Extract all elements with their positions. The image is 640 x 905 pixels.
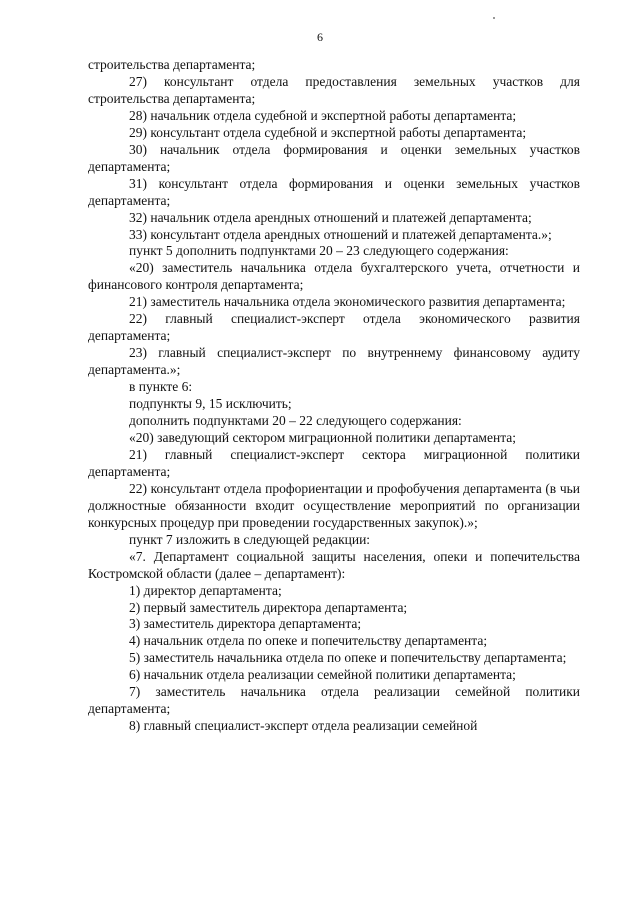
paragraph: 1) директор департамента; bbox=[129, 582, 282, 598]
scan-speck bbox=[493, 17, 495, 19]
paragraph: 31) консультант отдела формирования и оценки земельных участков департамента; bbox=[88, 175, 580, 208]
paragraph: подпункты 9, 15 исключить; bbox=[129, 396, 292, 412]
paragraph: пункт 5 дополнить подпунктами 20 – 23 следующего содержания: bbox=[129, 243, 509, 259]
paragraph: 21) главный специалист-эксперт сектора миграционной политики департамента; bbox=[88, 446, 580, 479]
body-text bbox=[88, 57, 580, 735]
paragraph: 8) главный специалист-эксперт отдела реализации семейной bbox=[129, 718, 478, 734]
paragraph: 23) главный специалист-эксперт по внутреннему финансовому аудиту департамента.»; bbox=[88, 345, 580, 378]
paragraph: 5) заместитель начальника отдела по опеке и попечительству департамента; bbox=[129, 650, 567, 666]
paragraph: 32) начальник отдела арендных отношений и платежей департамента; bbox=[129, 209, 532, 225]
paragraph: дополнить подпунктами 20 – 22 следующего содержания: bbox=[129, 413, 462, 429]
paragraph: 30) начальник отдела формирования и оценки земельных участков департамента; bbox=[88, 141, 580, 174]
page-number: 6 bbox=[317, 30, 323, 44]
paragraph: в пункте 6: bbox=[129, 379, 193, 395]
paragraph: 6) начальник отдела реализации семейной политики департамента; bbox=[129, 667, 516, 683]
paragraph: 22) главный специалист-эксперт отдела экономического развития департамента; bbox=[88, 311, 580, 344]
paragraph: 22) консультант отдела профориентации и профобучения департамента (в чьи должностные обязанности входит осуществление мероприятий по организации конкурсных процедур при проведении государственных закупок).»; bbox=[88, 480, 580, 530]
paragraph: 33) консультант отдела арендных отношений и платежей департамента.»; bbox=[129, 226, 552, 242]
paragraph: 21) заместитель начальника отдела экономического развития департамента; bbox=[129, 294, 566, 310]
paragraph: 2) первый заместитель директора департамента; bbox=[129, 599, 408, 615]
paragraph: «20) заведующий сектором миграционной политики департамента; bbox=[129, 429, 516, 445]
paragraph: 3) заместитель директора департамента; bbox=[129, 616, 362, 632]
paragraph: 29) консультант отдела судебной и экспертной работы департамента; bbox=[129, 124, 527, 140]
paragraph: «7. Департамент социальной защиты населения, опеки и попечительства Костромской области (далее – департамент): bbox=[88, 548, 580, 581]
paragraph: 28) начальник отдела судебной и экспертной работы департамента; bbox=[129, 107, 517, 123]
paragraph: пункт 7 изложить в следующей редакции: bbox=[129, 531, 371, 547]
paragraph: 4) начальник отдела по опеке и попечительству департамента; bbox=[129, 633, 488, 649]
paragraph: «20) заместитель начальника отдела бухгалтерского учета, отчетности и финансового контроля департамента; bbox=[88, 260, 580, 293]
paragraph: 27) консультант отдела предоставления земельных участков для строительства департамента; bbox=[88, 73, 580, 106]
paragraph: строительства департамента; bbox=[88, 57, 256, 72]
paragraph: 7) заместитель начальника отдела реализации семейной политики департамента; bbox=[88, 684, 580, 717]
